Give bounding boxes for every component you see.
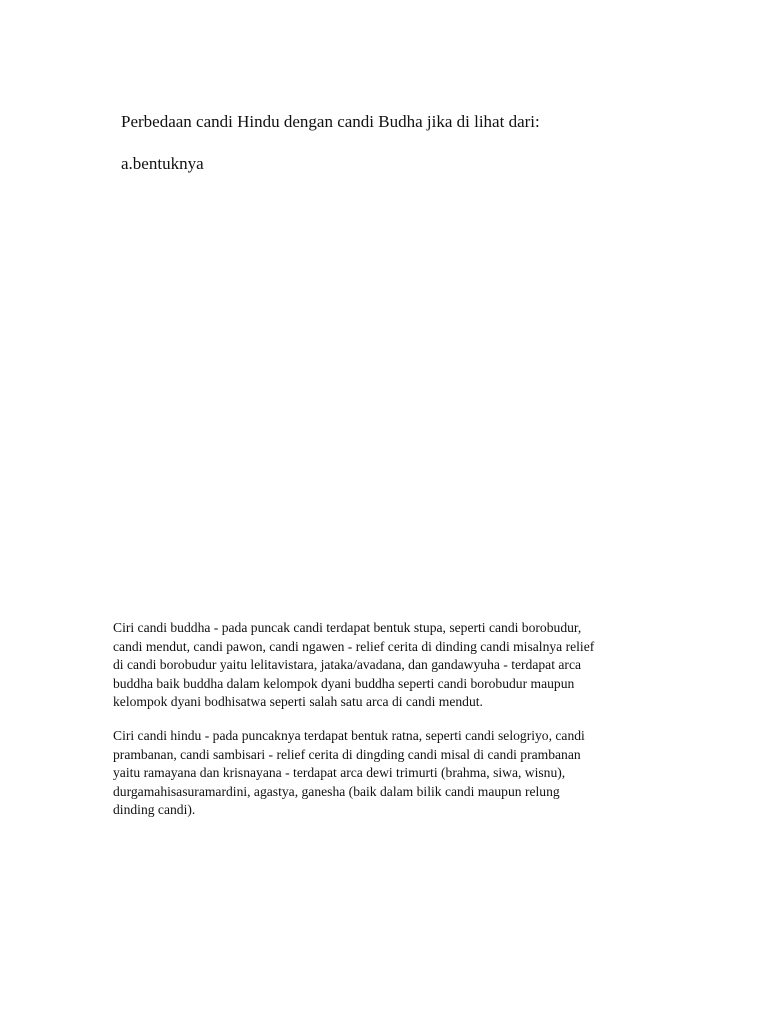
blank-figure-area xyxy=(113,190,653,590)
document-title: Perbedaan candi Hindu dengan candi Budha jika di lihat dari: xyxy=(121,112,540,131)
paragraph-hindu-temple: Ciri candi hindu - pada puncaknya terdapat bentuk ratna, seperti candi selogriyo, candi prambanan, candi sambisari - relief cerita di dingding candi misal di candi prambanan yaitu ramayana dan krisnayana - terdapat arca dewi trimurti (brahma, siwa, wisnu), durgamahisasuramardini, agastya, ganesha (baik dalam bilik candi maupun relung dinding candi). xyxy=(113,728,585,818)
paragraph-buddha-temple: Ciri candi buddha - pada puncak candi terdapat bentuk stupa, seperti candi borobudur, candi mendut, candi pawon, candi ngawen - relief cerita di dinding candi misalnya relief di candi borobudur yaitu lelitavistara, jataka/avadana, dan gandawyuha - terdapat arca buddha baik buddha dalam kelompok dyani buddha seperti candi borobudur maupun kelompok dyani bodhisatwa seperti salah satu arca di candi mendut. xyxy=(113,620,595,710)
section-subheading: a.bentuknya xyxy=(121,154,204,173)
